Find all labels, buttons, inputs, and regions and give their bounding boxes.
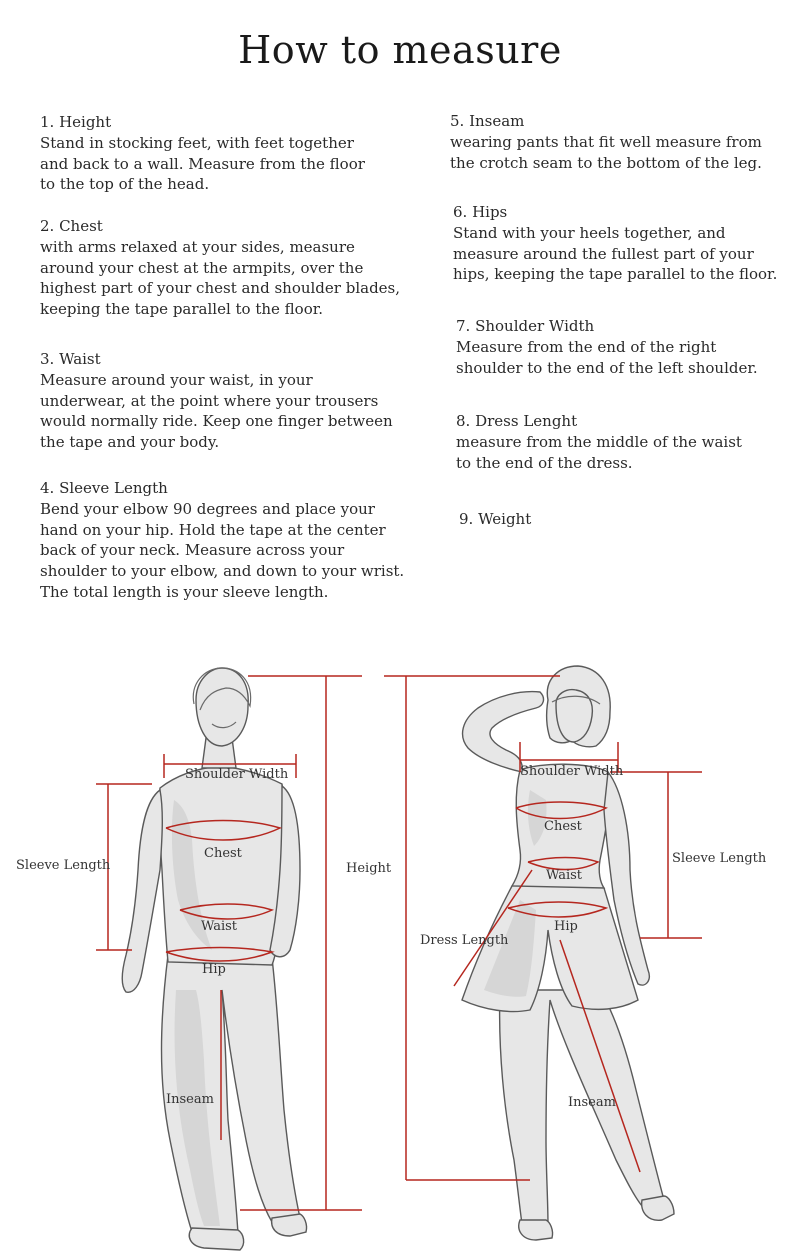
page-title: How to measure [238,28,562,72]
man-chest-label: Chest [204,846,242,861]
step-text: Stand in stocking feet, with feet together and back to a wall. Measure from the floor to the top of the head. [40,133,365,194]
man-figure [16,668,392,1250]
step-weight [459,509,799,530]
man-head [196,668,248,746]
step-heading: 7. Shoulder Width [456,317,595,335]
step-text: measure from the middle of the waist to the end of the dress. [456,432,742,472]
man-shoulder-width-label: Shoulder Width [185,767,289,782]
man-waist-label: Waist [201,919,238,934]
man-shoe-right [272,1214,307,1236]
step-text: Measure around your waist, in your underwear, at the point where your trousers would normally ride. Keep one finger between the tape and your body. [40,370,393,452]
step-height [40,112,420,195]
man-height-label: Height [346,861,392,876]
man-hip-label: Hip [202,962,226,977]
step-heading: 1. Height [40,113,112,131]
woman-shoulder-width-label: Shoulder Width [520,764,624,779]
step-heading: 2. Chest [40,217,103,235]
man-arm-left [122,790,162,992]
woman-inseam-label: Inseam [568,1095,616,1110]
figure-svg [0,640,800,1258]
woman-figure [384,666,767,1240]
step-text: Bend your elbow 90 degrees and place your hand on your hip. Hold the tape at the center back of your neck. Measure across your shoulder to your elbow, and down to your wrist. The total length is your sleeve length. [40,499,405,601]
woman-sleeve-length-label: Sleeve Length [672,851,767,866]
step-text: Measure from the end of the right shoulder to the end of the left shoulder. [456,337,758,377]
step-hips [453,202,793,285]
step-inseam [450,111,790,173]
step-text: Stand with your heels together, and measure around the fullest part of your hips, keeping the tape parallel to the floor. [453,223,778,284]
step-heading: 3. Waist [40,350,101,368]
step-chest [40,216,420,320]
woman-shoe-left [519,1220,553,1240]
step-text: wearing pants that fit well measure from the crotch seam to the bottom of the leg. [450,132,762,172]
woman-waist-label: Waist [546,868,583,883]
woman-dress-length-label: Dress Length [420,933,509,948]
woman-shoe-right [642,1196,674,1220]
man-inseam-label: Inseam [166,1092,214,1107]
step-waist [40,349,420,453]
step-heading: 6. Hips [453,203,508,221]
step-heading: 9. Weight [459,510,532,528]
step-shoulder-width [456,316,796,378]
woman-chest-label: Chest [544,819,582,834]
step-heading: 5. Inseam [450,112,525,130]
step-text: with arms relaxed at your sides, measure around your chest at the armpits, over the highest part of your chest and shoulder blades, keeping the tape parallel to the floor. [40,237,401,319]
measurement-illustration [0,640,800,1258]
man-sleeve-length-label: Sleeve Length [16,858,111,873]
step-heading: 4. Sleeve Length [40,479,168,497]
step-sleeve-length [40,478,420,603]
woman-hip-label: Hip [554,919,578,934]
step-dress-length [456,411,796,473]
man-shoe-left [189,1228,243,1250]
step-heading: 8. Dress Lenght [456,412,578,430]
